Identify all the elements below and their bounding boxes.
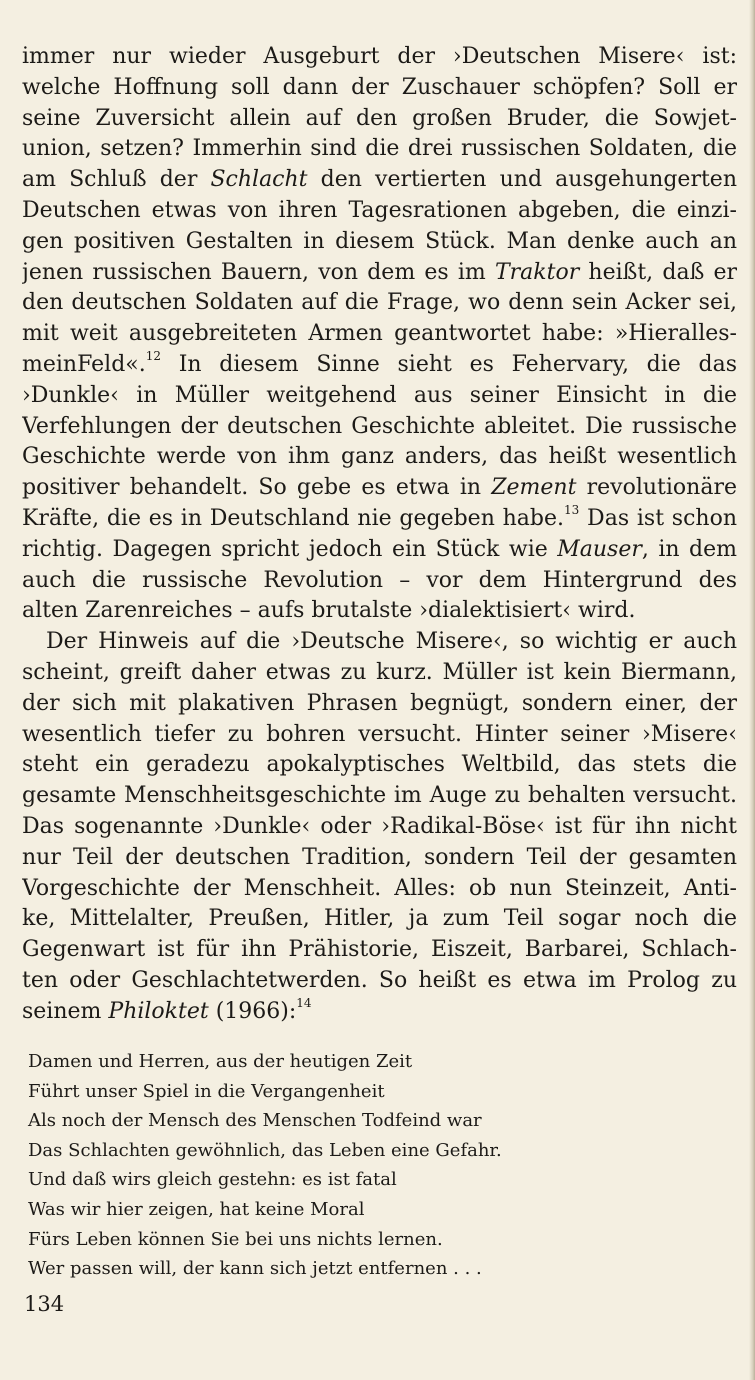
verse-line: Wer passen will, der kann sich jetzt entfernen . . .	[28, 1258, 482, 1280]
text-line: scheint, greift daher etwas zu kurz. Müller ist kein Biermann,	[22, 659, 737, 685]
text-line: richtig. Dagegen spricht jedoch ein Stück wie Mauser, in dem	[22, 536, 737, 562]
text-line: immer nur wieder Ausgeburt der ›Deutschen Misere‹ ist:	[22, 44, 737, 69]
text-line: den deutschen Soldaten auf die Frage, wo denn sein Acker sei,	[22, 290, 737, 316]
text-line: ke, Mittelalter, Preußen, Hitler, ja zum Teil sogar noch die	[22, 906, 737, 932]
text-line: Vorgeschichte der Menschheit. Alles: ob nun Steinzeit, Anti-	[22, 875, 737, 901]
verse-line: Und daß wirs gleich gestehn: es ist fatal	[28, 1169, 397, 1191]
text-line: seinem Philoktet (1966):$^{14}$	[22, 996, 312, 1024]
verse-quotation	[28, 1047, 718, 1284]
text-line: seine Zuversicht allein auf den großen Bruder, die Sowjet-	[22, 105, 737, 131]
text-line: Kräfte, die es in Deutschland nie gegeben habe.$^{13}$ Das ist schon	[22, 503, 737, 531]
text-line: ten oder Geschlachtetwerden. So heißt es etwa im Prolog zu	[22, 967, 737, 993]
text-line: mit weit ausgebreiteten Armen geantwortet habe: »Hieralles-	[22, 321, 737, 347]
verse-line: Als noch der Mensch des Menschen Todfeind war	[28, 1110, 482, 1132]
verse-line: Damen und Herren, aus der heutigen Zeit	[28, 1051, 413, 1072]
page-edge	[749, 0, 755, 1380]
body-text	[22, 42, 737, 1028]
text-line: gen positiven Gestalten in diesem Stück. Man denke auch an	[22, 228, 737, 254]
text-line: meinFeld«.$^{12}$ In diesem Sinne sieht es Fehervary, die das	[22, 349, 737, 377]
text-line: Verfehlungen der deutschen Geschichte ableitet. Die russische	[22, 413, 737, 439]
text-line: auch die russische Revolution – vor dem Hintergrund des	[22, 567, 737, 593]
text-line: Der Hinweis auf die ›Deutsche Misere‹, so wichtig er auch	[46, 629, 737, 655]
text-line: gesamte Menschheitsgeschichte im Auge zu behalten versucht.	[22, 783, 737, 809]
text-line: union, setzen? Immerhin sind die drei russischen Soldaten, die	[22, 136, 737, 162]
text-line: wesentlich tiefer zu bohren versucht. Hinter seiner ›Misere‹	[22, 721, 737, 747]
verse-line: Was wir hier zeigen, hat keine Moral	[28, 1198, 365, 1220]
text-line: steht ein geradezu apokalyptisches Weltbild, das stets die	[22, 752, 737, 778]
text-line: Geschichte werde von ihm ganz anders, das heißt wesentlich	[22, 444, 737, 470]
text-line: ›Dunkle‹ in Müller weitgehend aus seiner Einsicht in die	[22, 382, 737, 408]
text-line: welche Hoffnung soll dann der Zuschauer schöpfen? Soll er	[22, 74, 737, 100]
text-line: der sich mit plakativen Phrasen begnügt, sondern einer, der	[22, 690, 737, 716]
verse-line: Fürs Leben können Sie bei uns nichts lernen.	[28, 1228, 443, 1250]
text-line: nur Teil der deutschen Tradition, sondern Teil der gesamten	[22, 844, 737, 870]
verse-line: Das Schlachten gewöhnlich, das Leben eine Gefahr.	[28, 1139, 502, 1161]
text-line: alten Zarenreiches – aufs brutalste ›dialektisiert‹ wird.	[22, 598, 636, 624]
text-line: Das sogenannte ›Dunkle‹ oder ›Radikal-Böse‹ ist für ihn nicht	[22, 813, 737, 839]
verse-line: Führt unser Spiel in die Vergangenheit	[28, 1080, 385, 1102]
page-number: 134	[24, 1292, 65, 1316]
text-line: jenen russischen Bauern, von dem es im Traktor heißt, daß er	[22, 259, 737, 285]
text-line: Gegenwart ist für ihn Prähistorie, Eiszeit, Barbarei, Schlach-	[22, 937, 737, 963]
text-line: Deutschen etwas von ihren Tagesrationen abgeben, die einzi-	[22, 197, 737, 223]
text-line: am Schluß der Schlacht den vertierten und ausgehungerten	[22, 167, 737, 193]
text-line: positiver behandelt. So gebe es etwa in Zement revolutionäre	[22, 475, 737, 501]
